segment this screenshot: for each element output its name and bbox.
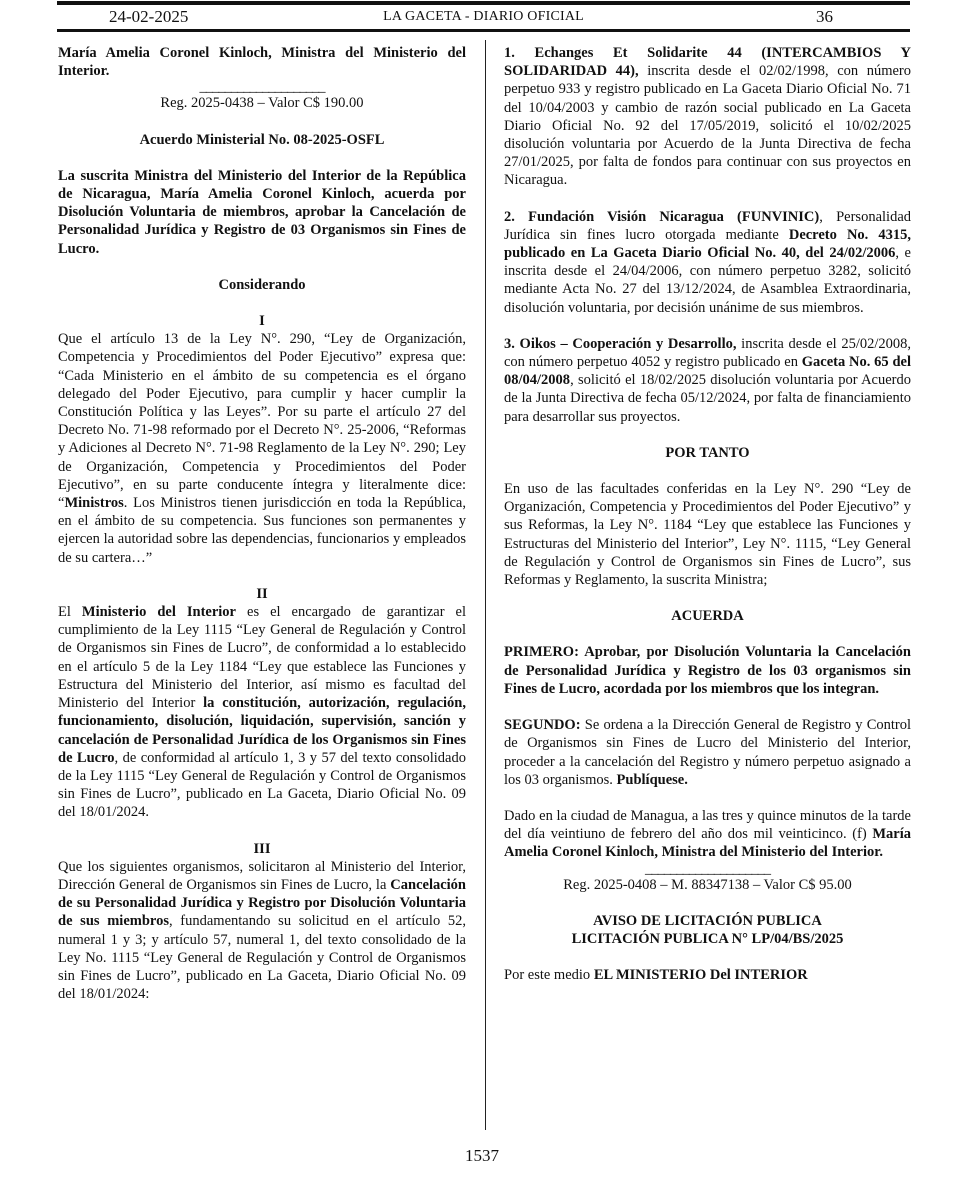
s3-part-c: , fundamentando su solicitud en el artículo 52, numeral 1 y 3; y artículo 57, numeral 1, del texto consolidado de la Ley No. 1115 “Ley General de Regulación y Control de Organismos sin Fines de Lucro”, publicado en La Gaceta, Diario Oficial No. 09 del 18/01/2024: [58, 913, 466, 1003]
header-bottom-rule [57, 29, 910, 32]
aviso-text-a: Por este medio [504, 967, 594, 984]
primero-text: PRIMERO: Aprobar, por Disolución Voluntaria la Cancelación de Personalidad Jurídica y Registro de los 03 organismos sin Fines de Lucro, acordada por los miembros que los integran. [504, 644, 911, 697]
organism-2 [504, 208, 911, 317]
segundo-body: Se ordena a la Dirección General de Registro y Control de Organismos sin Fines de Lucro del Ministerio del Interior, proceder a la cancelación del Registro y número perpetuo asignado a los 03 organismos. [504, 717, 911, 788]
dado-signature: María Amelia Coronel Kinloch, Ministra del Ministerio del Interior. [504, 826, 911, 861]
s1-part-c: . Los Ministros tienen jurisdicción en toda la República, en el ámbito de su competencia. Sus funciones son permanentes y ejercen la autoridad sobre las dependencias, funcionarios y empleados de su cartera…” [58, 495, 466, 566]
signature-line-2: ____________________ [645, 860, 770, 877]
s2-part-d: la constitución, autorización, regulación, funcionamiento, disolución, liquidación, supervisión, sanción y cancelación de Personalidad Jurídica de los Organismos sin Fines de Lucro [58, 695, 466, 766]
aviso-heading-2: LICITACIÓN PUBLICA N° LP/04/BS/2025 [571, 930, 844, 947]
s2-part-c: es el encargado de garantizar el cumplimiento de la Ley 1115 “Ley General de Regulación y Control de Organismos sin Fines de Lucro”, de conformidad a lo establecido en el artículo 5 de la Ley 1184 “Ley que establece las Funciones y Estructura del Ministerio del Interior, así mismo es facultad del Ministerio del Interior [58, 604, 466, 712]
o3-text-b: , solicitó el 18/02/2025 disolución voluntaria por Acuerdo de la Junta Directiva de fecha 05/12/2024, por falta de financiamiento para desarrollar sus proyectos. [504, 372, 911, 425]
o3-gaceta: Gaceta No. 65 del 08/04/2008 [504, 354, 911, 389]
por-tanto-heading: POR TANTO [665, 444, 750, 461]
registration-number: Reg. 2025-0438 – Valor C$ 190.00 [160, 95, 364, 112]
s2-part-b: Ministerio del Interior [81, 604, 236, 621]
considerando-heading: Considerando [218, 276, 306, 293]
o3-text-a: inscrita desde el 25/02/2008, con número perpetuo 4052 y registro publicado en [504, 335, 911, 371]
intro-signature [58, 44, 466, 80]
o2-text-b: , e inscrita desde el 24/04/2006, con número perpetuo 3282, solicitó mediante Acta No. 27 del 13/12/2024, de Asamblea Extraordinaria, disolución voluntaria, por decisión unánime de sus miembros. [504, 245, 911, 316]
minister-name: María Amelia Coronel Kinloch [58, 45, 269, 61]
minister-title: , Ministra del Ministerio del Interior. [58, 45, 466, 80]
o1-name: 1. Echanges Et Solidarite 44 (INTERCAMBIOS Y SOLIDARIDAD 44), [504, 45, 911, 80]
por-tanto-text: En uso de las facultades conferidas en la Ley N°. 290 “Ley de Organización, Competencia y Procedimientos del Poder Ejecutivo” y sus Reformas, la Ley N°. 1184 “Ley que establece las Funciones y Estructuras del Ministerio del Interior”, Ley N°. 1115, “Ley General de Regulación y Control de Organismos sin Fines de Lucro”, sus Reformas y Reglamento, la suscrita Ministra; [504, 481, 911, 589]
s3-part-b: Cancelación de su Personalidad Jurídica y Registro por Disolución Voluntaria de sus miembros [58, 876, 466, 930]
s3-part-a: Que los siguientes organismos, solicitaron al Ministerio del Interior, Dirección General de Organismos sin Fines de Lucro, la [58, 858, 466, 893]
section-3-number: III [253, 840, 271, 857]
o2-name: 2. Fundación Visión Nicaragua (FUNVINIC) [504, 208, 820, 225]
aviso-text-b: EL MINISTERIO Del INTERIOR [593, 967, 808, 984]
organism-1 [504, 44, 911, 190]
preamble: La suscrita Ministra del Ministerio del Interior de la República de Nicaragua, María Amelia Coronel Kinloch, acuerda por Disolución Voluntaria de miembros, aprobar la Cancelación de Personalidad Jurídica y Registro de 03 Organismos sin Fines de Lucro. [58, 167, 466, 257]
s2-part-e: , de conformidad al artículo 1, 3 y 57 del texto consolidado de la Ley 1115 “Ley General de Regulación y Control de Organismos sin Fines de Lucro”, publicado en La Gaceta, Diario Oficial No. 09 del 18/01/2024. [58, 749, 466, 821]
section-1-text [58, 330, 466, 567]
section-1-number: I [259, 313, 265, 330]
aviso-text [504, 966, 911, 984]
s2-part-a: El [58, 604, 82, 621]
page-header [57, 7, 910, 29]
organism-3 [504, 335, 911, 426]
signature-line: ____________________ [199, 79, 325, 96]
registration-number-2: Reg. 2025-0408 – M. 88347138 – Valor C$ 95.00 [563, 876, 852, 893]
acuerda-heading: ACUERDA [671, 608, 744, 625]
header-top-rule [57, 1, 910, 5]
aviso-heading-1: AVISO DE LICITACIÓN PUBLICA [593, 912, 822, 929]
publiquese: Publíquese. [616, 771, 688, 788]
segundo-label: SEGUNDO: [504, 717, 581, 734]
s1-part-a: Que el artículo 13 de la Ley N°. 290, “Ley de Organización, Competencia y Procedimientos del Poder Ejecutivo” expresa que: “Cada Ministerio en el ámbito de su competencia es el órgano delegado del Poder Ejecutivo, para cumplir y hacer cumplir la Constitución Política y las Leyes”. Por su parte el artículo 27 del Decreto No. 71-98 reformado por el Decreto N°. 25-2006, “Reformas y Adiciones al Decreto N°. 71-98 Reglamento de la Ley N°. 290; Ley de Organización, Competencia y Procedimientos del Poder Ejecutivo”, en su parte conducente íntegra y literalmente dice: “ [58, 331, 466, 512]
header-page-number: 36 [816, 7, 833, 26]
o1-text: inscrita desde el 02/02/1998, con número perpetuo 933 y registro publicado en La Gaceta Diario Oficial No. 71 del 10/04/2003 y cambio de razón social publicado en La Gaceta Diario Oficial No. 92 del 17/05/2019, solicitó el 10/02/2025 disolución voluntaria por Acuerdo de la Junta Directiva de fecha 27/01/2025, por falta de fondos para continuar con sus proyectos en Nicaragua. [504, 63, 911, 189]
o2-text-a: , Personalidad Jurídica sin fines lucro otorgada mediante [504, 208, 912, 243]
header-title: LA GACETA - DIARIO OFICIAL [383, 9, 584, 24]
s1-part-b: Ministros [64, 495, 124, 512]
o3-name: 3. Oikos – Cooperación y Desarrollo, [504, 335, 737, 352]
dado-text [504, 807, 911, 862]
dado-body: Dado en la ciudad de Managua, a las tres y quince minutos de la tarde del día veintiuno de febrero del año dos mil veinticinco. (f) [504, 807, 911, 843]
section-3-text [58, 858, 466, 1004]
section-2-number: II [256, 585, 268, 602]
o2-decree: Decreto No. 4315, publicado en La Gaceta Diario Oficial No. 40, del 24/02/2006 [504, 226, 911, 262]
left-column [58, 44, 466, 1003]
acuerdo-title: Acuerdo Ministerial No. 08-2025-OSFL [139, 131, 385, 148]
section-2-text [58, 603, 466, 821]
segundo-text [504, 716, 911, 789]
column-divider [485, 40, 486, 1130]
footer-page-number: 1537 [465, 1146, 499, 1165]
header-date: 24-02-2025 [109, 7, 189, 26]
right-column [504, 44, 911, 984]
